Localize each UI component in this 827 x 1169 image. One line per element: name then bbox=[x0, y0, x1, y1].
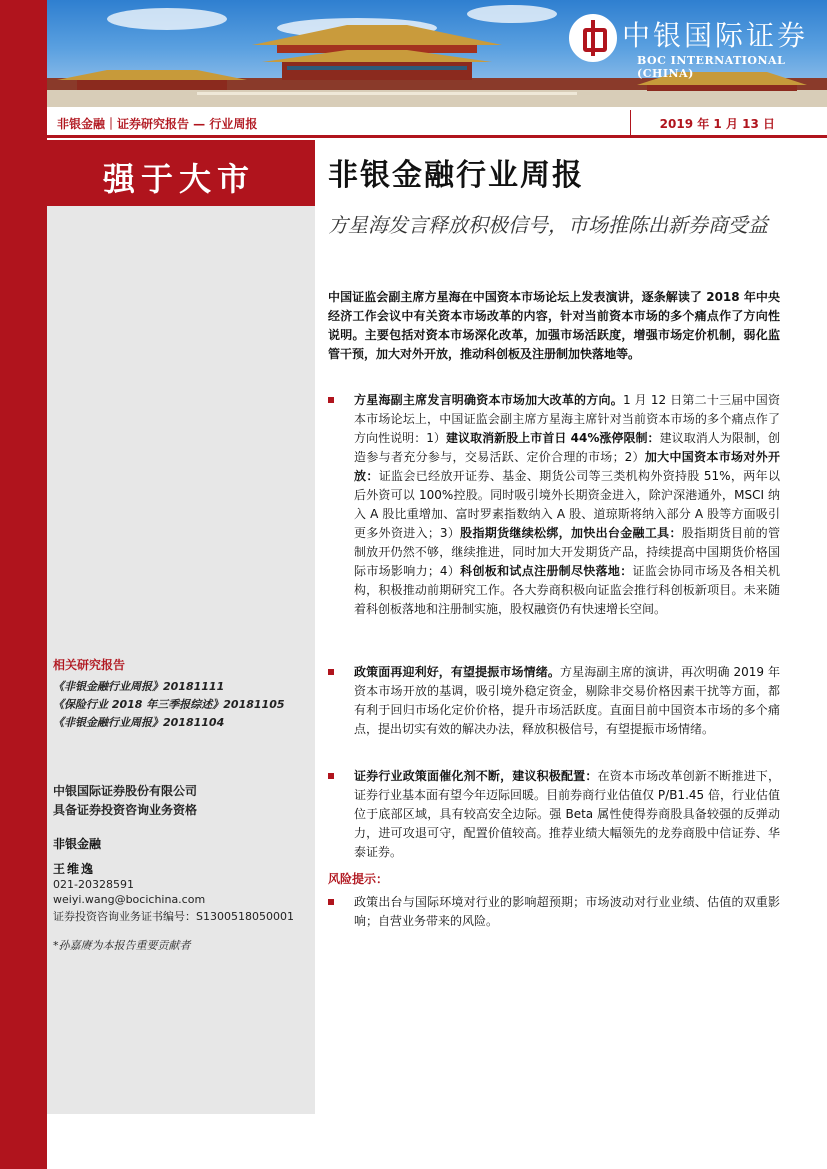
contributor-note: *孙嘉赓为本报告重要贡献者 bbox=[53, 939, 191, 952]
divider bbox=[630, 110, 631, 135]
company-name: 中银国际证券股份有限公司 bbox=[53, 784, 198, 798]
bullet-body: 1 月 12 日第二十三届中国资本市场论坛上，中国证监会副主席方星海主席针对当前资本市场的多个痛点作了方向性说明：1） bbox=[354, 393, 780, 445]
risk-title: 风险提示： bbox=[328, 872, 389, 886]
brand-name-cn: 中银国际证券 bbox=[622, 19, 809, 52]
bullet-lead: 方星海副主席发言明确资本市场加大改革的方向。 bbox=[354, 393, 623, 407]
report-subheader bbox=[47, 110, 827, 138]
report-subtitle: 方星海发言释放积极信号，市场推陈出新券商受益 bbox=[328, 213, 768, 237]
company-qualification: 具备证券投资咨询业务资格 bbox=[53, 803, 198, 817]
risk-item bbox=[328, 893, 780, 931]
bullet-item bbox=[328, 391, 780, 619]
boc-logo-icon bbox=[569, 14, 617, 62]
bullet-square-icon bbox=[328, 397, 334, 403]
bullet-square-icon bbox=[328, 899, 334, 905]
analyst-name: 王维逸 bbox=[53, 862, 96, 876]
analyst-license: 证券投资咨询业务证书编号：S1300518050001 bbox=[53, 910, 294, 923]
report-title: 非银金融行业周报 bbox=[328, 158, 584, 193]
bullet-item bbox=[328, 767, 780, 862]
bullet-emphasis: 建议取消新股上市首日 44%涨停限制： bbox=[445, 431, 660, 445]
analyst-email: weiyi.wang@bocichina.com bbox=[53, 893, 206, 906]
bullet-emphasis: 股指期货继续松绑，加快出台金融工具： bbox=[460, 526, 682, 540]
risk-text: 政策出台与国际环境对行业的影响超预期；市场波动对行业业绩、估值的双重影响；自营业务带来的风险。 bbox=[354, 895, 780, 928]
bullet-body: 方星海副主席的演讲，再次明确 2019 年资本市场开放的基调，吸引境外稳定资金，剔除非交易价格因素干扰等方面，都有利于回归市场化定价价格，提升市场活跃度。直面目前中国资本市场的多个痛点，提出切实有效的解决办法，释放积极信号，有望提振市场情绪。 bbox=[354, 665, 780, 736]
related-report-item: 《保险行业 2018 年三季报综述》20181105 bbox=[53, 698, 285, 711]
report-date: 2019 年 1 月 13 日 bbox=[659, 117, 775, 131]
left-accent-bar bbox=[0, 0, 47, 1169]
header-banner bbox=[47, 0, 827, 107]
bullet-body: 建议取消人为限制，创造参与者充分参与，交易活跃、定价合理的市场；2） bbox=[354, 431, 780, 464]
related-report-item: 《非银金融行业周报》20181104 bbox=[53, 716, 225, 729]
bullet-text bbox=[354, 767, 780, 862]
bullet-square-icon bbox=[328, 669, 334, 675]
bullet-lead: 证券行业政策面催化剂不断，建议积极配置： bbox=[354, 769, 598, 783]
related-reports-title: 相关研究报告 bbox=[53, 658, 126, 672]
bullet-body: 证监会已经放开证券、基金、期货公司等三类机构外资持股 51%，两年以后外资可以 100%控股。同时吸引境外长期资金进入，除沪深港通外，MSCI 纳入 A 股比重增加、富时罗素指数纳入 A 股、道琼斯将纳入部分 A 股等方面吸引更多外资进入；3） bbox=[354, 469, 780, 540]
rating-label: 强于大市 bbox=[103, 160, 256, 198]
bullet-square-icon bbox=[328, 773, 334, 779]
bullet-emphasis: 加大中国资本市场对外开放： bbox=[354, 450, 780, 483]
bullet-body: 股指期货目前的管制放开仍然不够，继续推进，同时加大开发期货产品，持续提高中国期货价格国际市场影响力；4） bbox=[354, 526, 780, 578]
bullet-emphasis: 科创板和试点注册制尽快落地： bbox=[460, 564, 633, 578]
bullet-body: 证监会协同市场及各相关机构，积极推动前期研究工作。各大券商积极向证监会推行科创板新项目。未来随着科创板落地和注册制实施，股权融资仍有快速增长空间。 bbox=[354, 564, 780, 616]
sidebar bbox=[47, 140, 315, 1114]
bullet-text bbox=[354, 391, 780, 619]
analyst-sector: 非银金融 bbox=[53, 837, 102, 851]
brand-name-en: BOC INTERNATIONAL (CHINA) bbox=[637, 54, 786, 80]
bullet-body: 在资本市场改革创新不断推进下，证券行业基本面有望今年迈际回暖。目前券商行业估值仅 P/B1.45 倍，行业估值位于底部区域，具有较高安全边际。强 Beta 属性使得券商股具备较强的反弹动力，进可攻退可守，配置价值较高。推荐业绩大幅领先的龙券商股中信证券、华泰证券。 bbox=[354, 769, 780, 859]
bullet-lead: 政策面再迎利好，有望提振市场情绪。 bbox=[354, 665, 560, 679]
rating-box bbox=[47, 140, 315, 206]
analyst-phone: 021-20328591 bbox=[53, 878, 134, 891]
bullet-text bbox=[354, 663, 780, 739]
breadcrumb: 非银金融｜证券研究报告 — 行业周报 bbox=[57, 117, 258, 131]
bullet-item bbox=[328, 663, 780, 739]
related-report-item: 《非银金融行业周报》20181111 bbox=[53, 680, 225, 693]
summary-paragraph: 中国证监会副主席方星海在中国资本市场论坛上发表演讲，逐条解读了 2018 年中央经济工作会议中有关资本市场改革的内容，针对当前资本市场的多个痛点作了方向性说明。主要包括对资本市场深化改革，加强市场活跃度，增强市场定价机制，弱化监管干预，加大对外开放，推动科创板及注册制加快落地等。 bbox=[328, 290, 780, 361]
